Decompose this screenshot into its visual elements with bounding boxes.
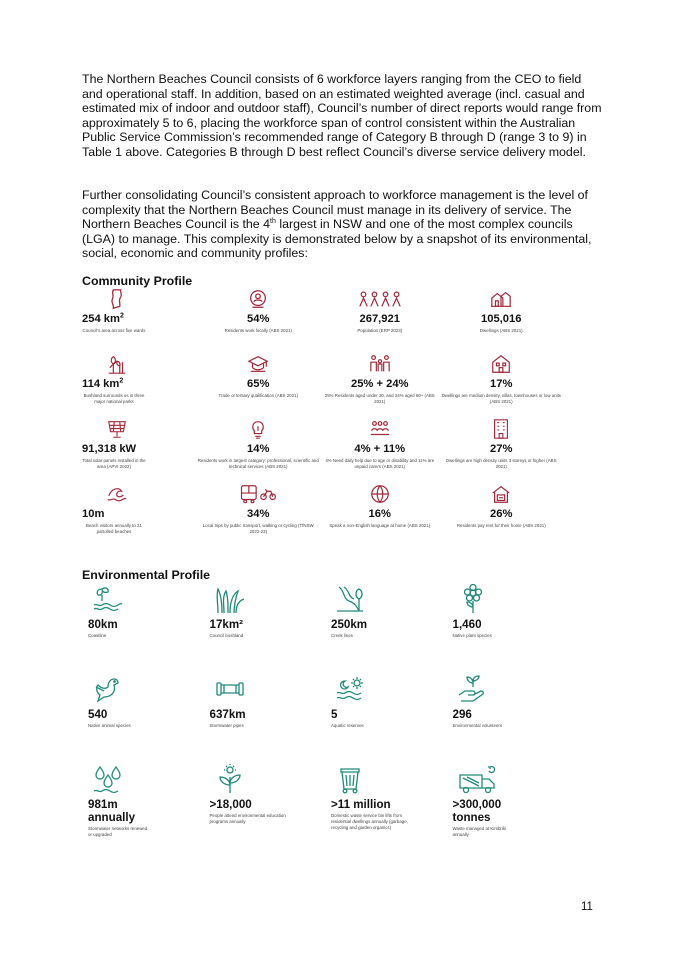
stat-description: Domestic waste service bin lifts from residential dwellings annually (garbage, recycling and garden organics) [331,813,408,830]
stat-description: Local trips by public transport, walking or cycling (TfNSW 2022-23) [202,523,314,534]
solar-panel-icon [106,418,128,440]
map-icon [106,288,128,310]
community-stat-language [319,483,441,548]
community-stat-age [319,353,441,418]
worker-badge-icon [247,288,269,310]
env-stat-animal-species [76,673,198,763]
stat-value: 296 [452,708,472,721]
env-stat-aquatic-reserves [319,673,441,763]
creek-icon [335,583,367,615]
env-stat-bushland [198,583,320,673]
lightbulb-icon [247,418,269,440]
coastline-icon [92,583,124,615]
stat-description: Council bushland [209,633,244,638]
stat-description: Native animal species [88,723,131,728]
townhouse-icon [490,353,512,375]
stat-description: Stormwater networks renewed or upgraded [88,826,148,837]
stat-value: 105,016 [481,313,522,325]
stat-value: 267,921 [359,313,400,325]
flower-icon [457,583,489,615]
stat-description: Residents work in largest category: professional, scientific and technical services (ABS 2021) [197,458,319,469]
stat-value: 1,460 [452,618,482,631]
env-stat-volunteers [441,673,563,763]
complexity-paragraph: Further consolidating Council’s consistent approach to workforce management is the level of complexity that the Northern Beaches Council must manage in its delivery of service. The Northern Beaches Council is the 4th largest in NSW and one of the most complex councils (LGA) to manage. This complexity is demonstrated below by a snapshot of its environmental, social, economic and community profiles: [82,188,592,261]
community-stat-transport [198,483,320,548]
stat-value: 4% + 11% [354,443,406,455]
stat-value: >11 million [331,798,391,811]
environmental-profile-heading: Environmental Profile [82,568,211,582]
stat-description: Beach visitors annually to 21 patrolled beaches [86,523,142,534]
community-stat-bushland [76,353,198,418]
community-stat-dwellings [441,288,563,353]
waste-bin-icon [335,763,367,795]
recycling-truck-icon [457,763,497,795]
env-stat-stormwater-pipes [198,673,320,763]
stat-description: Aquatic reserves [331,723,364,728]
stat-value: 34% [247,508,270,520]
stat-description: 25% Residents aged under 20, and 24% aged 60+ (ABS 2021) [324,393,435,404]
stat-description: 4% Need daily help due to age or disability and 11% are unpaid carers (ABS 2021) [325,458,435,469]
env-stat-plant-species [441,583,563,673]
stat-description: Residents pay rent for their home (ABS 2021) [456,523,546,528]
stat-description: Dwellings (ABS 2021) [479,328,523,333]
env-stat-creek-lines [319,583,441,673]
stat-description: Dwellings are high density units 3 storeys or higher (ABS 2021) [445,458,557,469]
community-stat-high-density [441,418,563,483]
stat-value: 27% [490,443,513,455]
stat-value: 16% [368,508,391,520]
community-stat-rent [441,483,563,548]
stat-value: 254 $km^2$ [82,312,124,325]
stat-value: 17% [490,378,513,390]
population-icon [356,288,404,310]
stat-description: Trade or tertiary qualification (ABS 2021) [218,393,298,398]
bus-bike-icon [238,483,278,505]
stat-description: People attend environmental education programs annually [209,813,286,824]
aquatic-reserve-icon [335,673,367,705]
community-stat-area [76,288,198,353]
stat-description: Stormwater pipes [209,723,244,728]
globe-language-icon [369,483,391,505]
stat-value: >18,000 [209,798,252,811]
env-stat-waste-service [319,763,441,853]
stat-value: 114 $km^2$ [82,377,124,390]
stat-description: Creek lines [331,633,353,638]
stat-description: Population (ERP 2023) [357,328,403,333]
community-stat-solar [76,418,198,483]
community-profile-grid [76,288,562,548]
community-stat-carers [319,418,441,483]
water-drops-icon [92,763,124,795]
stat-value: 10m [82,508,105,520]
pipe-icon [214,673,246,705]
env-stat-coastline [76,583,198,673]
community-stat-medium-density [441,353,563,418]
stat-value: 80km [88,618,118,631]
community-stat-work-locally [198,288,320,353]
carers-icon [369,418,391,440]
stat-description: Residents work locally (ABS 2021) [224,328,292,333]
houses-icon [490,288,512,310]
hand-plant-icon [457,673,489,705]
stat-description: Environmental volunteers [452,723,503,728]
bushland-icon [106,353,128,375]
family-icon [369,353,391,375]
stat-description: Speak a non-English language at home (ABS 2021) [329,523,431,528]
stat-description: Waste managed at Kimbriki annually [452,826,507,837]
community-profile-heading: Community Profile [82,274,193,288]
stat-value: 14% [247,443,270,455]
stat-value: 17km² [209,618,244,631]
apartment-icon [490,418,512,440]
stat-value: 637km [209,708,246,721]
stat-description: Dwellings are medium density, villas, townhouses or low units (ABS 2021) [441,393,561,404]
page-number: 11 [581,901,593,913]
stat-description: Council’s area across five wards [82,328,146,333]
seedling-idea-icon [214,763,246,795]
community-stat-qualification [198,353,320,418]
rent-house-icon [490,483,512,505]
community-stat-population [319,288,441,353]
grass-icon [214,583,246,615]
wave-icon [106,483,128,505]
stat-description: Total solar panels installed in the area (APVI 2022) [82,458,146,469]
env-stat-education [198,763,320,853]
stat-value: 25% + 24% [350,378,409,390]
bird-icon [92,673,124,705]
stat-description: Coastline [88,633,107,638]
community-stat-professional [198,418,320,483]
graduation-cap-icon [247,353,269,375]
stat-description: Bushland surrounds us in three major national parks [83,393,145,404]
env-stat-waste-managed [441,763,563,853]
stat-value: 91,318 kW [82,443,137,455]
stat-value: 26% [490,508,513,520]
stat-value: 5 [331,708,338,721]
community-stat-beach-visitors [76,483,198,548]
stat-value: 65% [247,378,270,390]
stat-description: Native plant species [452,633,492,638]
environmental-profile-grid [76,583,562,853]
stat-value: 54% [247,313,270,325]
stat-value: 540 [88,708,108,721]
intro-paragraph: The Northern Beaches Council consists of 6 workforce layers ranging from the CEO to field and operational staff. In addition, based on an estimated weighted average (incl. casual and estimated mix of indoor and outdoor staff), Council’s number of direct reports would range from approximately 5 to 6, placing the workforce span of control consistent within the Australian Public Service Commission’s recommended range of Category B through D (range 3 to 9) in Table 1 above. Categories B through D best reflect Council’s diverse service delivery model. [82,72,602,159]
stat-value: >300,000 tonnes [452,798,502,824]
stat-value: 981m annually [88,798,136,824]
env-stat-stormwater-networks [76,763,198,853]
stat-value: 250km [331,618,368,631]
